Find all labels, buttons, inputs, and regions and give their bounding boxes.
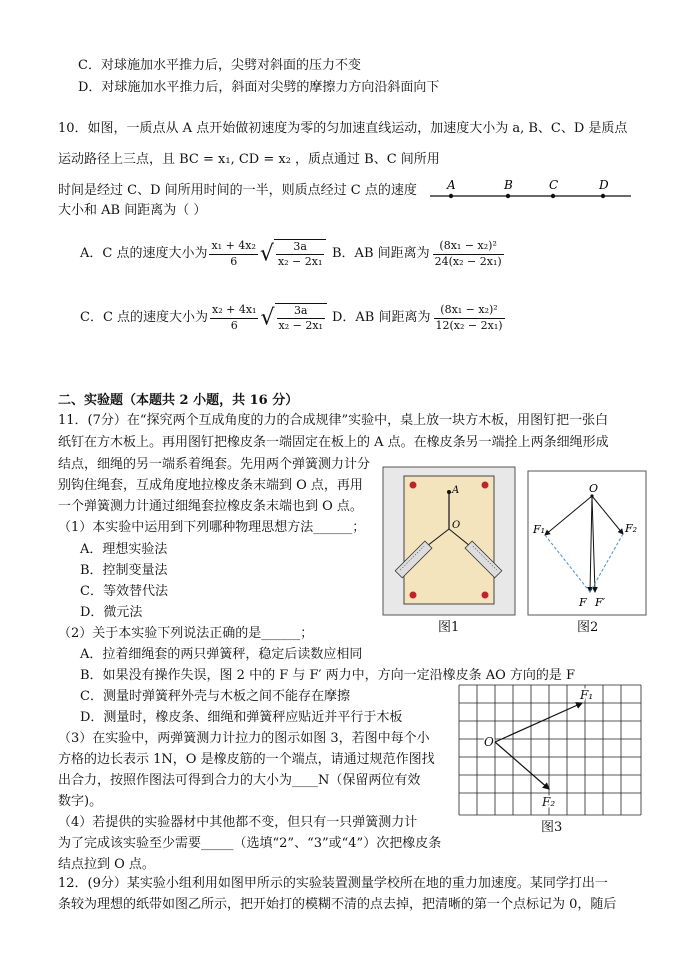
fig2-label-o: O bbox=[589, 482, 599, 495]
q10-option-d bbox=[332, 298, 505, 338]
fig1-caption: 图1 bbox=[438, 620, 460, 635]
option-a-sqrt: √ $\frac{3a}{\text{x₂ − 2x₁}}$ bbox=[260, 239, 326, 270]
point-c bbox=[551, 194, 555, 198]
q10-stem-line1: 10．如图，一质点从 A 点开始做初速度为零的匀加速直线运动，加速度大小为 a, B、C、D 是质点 bbox=[58, 121, 628, 136]
fig2-label-fp: F′ bbox=[595, 596, 606, 609]
fig3-caption: 图3 bbox=[541, 820, 563, 835]
label-d: D bbox=[599, 178, 609, 192]
q11-sub1-opt-c: C．等效替代法 bbox=[80, 584, 168, 599]
fig3-label-o: O bbox=[484, 735, 494, 749]
q10-option-a bbox=[80, 234, 326, 274]
point-b bbox=[506, 194, 510, 198]
option-b-text: B．AB 间距离为 bbox=[332, 245, 430, 261]
q11-line4: 别钩住绳套，互成角度地拉橡皮条末端到 O 点，再用 bbox=[58, 478, 363, 493]
q9-option-c: C．对球施加水平推力后，尖劈对斜面的压力不变 bbox=[78, 58, 361, 73]
q11-sub1-opt-b: B．控制变量法 bbox=[80, 563, 168, 578]
point-d bbox=[601, 194, 605, 198]
label-a: A bbox=[447, 178, 456, 192]
q9-option-d: D．对球施加水平推力后，斜面对尖劈的摩擦力方向沿斜面向下 bbox=[78, 80, 440, 95]
fig3-vector-f2 bbox=[495, 742, 549, 789]
option-d-text: D．AB 间距离为 bbox=[332, 309, 431, 325]
figure-1 bbox=[382, 466, 516, 616]
fig3-vector-f1 bbox=[495, 703, 582, 742]
pin-top-left bbox=[410, 482, 417, 489]
fig2-label-f: F bbox=[579, 596, 587, 609]
q11-line5: 一个弹簧测力计通过细绳套拉橡皮条末端也到 O 点。 bbox=[58, 499, 363, 514]
q11-sub2: （2）关于本实验下列说法正确的是______； bbox=[58, 626, 314, 641]
q10-line-diagram bbox=[428, 176, 634, 206]
point-a bbox=[449, 194, 453, 198]
q11-sub3-line4: 数字)。 bbox=[58, 794, 103, 809]
fig1-label-o: O bbox=[452, 520, 461, 531]
label-b: B bbox=[504, 178, 513, 192]
q11-sub4-line2: 为了完成该实验至少需要_____（选填“2”、“3”或“4”）次把橡皮条 bbox=[58, 836, 442, 851]
fig3-label-f1: F₁ bbox=[580, 688, 594, 702]
q11-sub2-opt-d: D．测量时，橡皮条、细绳和弹簧秤应贴近并平行于木板 bbox=[80, 710, 403, 725]
q10-option-b bbox=[332, 234, 504, 274]
q12-line1: 12．(9分）某实验小组利用如图甲所示的实验装置测量学校所在地的重力加速度。某同学打出一 bbox=[58, 876, 608, 891]
label-c: C bbox=[549, 178, 559, 192]
option-d-fraction: $\frac{\text{(8x₁ − x₂)²}}{\text{12(x₂ − 2x₁)}}$ bbox=[435, 303, 503, 332]
q10-stem-line4: 大小和 AB 间距离为（ ） bbox=[58, 203, 207, 218]
q12-line2: 条较为理想的纸带如图乙所示，把开始打的模糊不清的点去掉，把清晰的第一个点标记为 0，随后 bbox=[58, 897, 617, 912]
pin-top-right bbox=[482, 482, 489, 489]
fig2-label-f2: F₂ bbox=[625, 522, 638, 535]
pin-bottom-right bbox=[482, 592, 489, 599]
q11-sub3-line3: 出合力，按照作图法可得到合力的大小为____N（保留两位有效 bbox=[58, 773, 421, 788]
option-a-fraction: $\frac{\text{x₁ + 4x₂}}{6}$ bbox=[211, 239, 256, 268]
option-c-sqrt: √ $\frac{3a}{\text{x₂ − 2x₁}}$ bbox=[260, 303, 326, 334]
q11-sub3-line1: （3）在实验中，两弹簧测力计拉力的图示如图 3，若图中每个小 bbox=[58, 731, 430, 746]
q10-option-c bbox=[80, 298, 327, 338]
section-title: 二、实验题（本题共 2 小题，共 16 分） bbox=[58, 393, 299, 408]
fig3-label-f2: F₂ bbox=[542, 795, 556, 809]
figure-2 bbox=[527, 470, 647, 616]
q11-sub2-opt-b: B．如果没有操作失误，图 2 中的 F 与 F′ 两力中，方向一定沿橡皮条 AO 方向的是 F bbox=[80, 668, 576, 683]
q11-sub1-opt-a: A．理想实验法 bbox=[80, 542, 168, 557]
q11-sub3-line2: 方格的边长表示 1N，O 是橡皮筋的一个端点，请通过规范作图找 bbox=[58, 752, 435, 767]
pin-bottom-left bbox=[410, 592, 417, 599]
figure-3 bbox=[458, 684, 644, 818]
option-c-text: C．C 点的速度大小为 bbox=[80, 309, 209, 325]
q11-line1: 11．(7分）在“探究两个互成角度的力的合成规律”实验中，桌上放一块方木板，用图钉把一张白 bbox=[58, 413, 609, 428]
fig2-caption: 图2 bbox=[577, 620, 599, 635]
q11-line2: 纸钉在方木板上。再用图钉把橡皮条一端固定在板上的 A 点。在橡皮条另一端拴上两条细绳形成 bbox=[58, 435, 609, 450]
option-b-fraction: $\frac{\text{(8x₁ − x₂)²}}{\text{24(x₂ − 2x₁)}}$ bbox=[434, 239, 502, 268]
q11-sub1: （1）本实验中运用到下列哪种物理思想方法______； bbox=[58, 520, 366, 535]
q10-stem-line2: 运动路径上三点，且 BC = x₁, CD = x₂ ，质点通过 B、C 间所用 bbox=[58, 152, 440, 167]
q10-stem-line3: 时间是经过 C、D 间所用时间的一半，则质点经过 C 点的速度 bbox=[58, 183, 417, 198]
q11-sub1-opt-d: D．微元法 bbox=[80, 605, 143, 620]
fig2-label-f1: F₁ bbox=[533, 523, 546, 536]
option-a-text: A．C 点的速度大小为 bbox=[80, 245, 208, 261]
q11-sub4-line1: （4）若提供的实验器材中其他都不变，但只有一只弹簧测力计 bbox=[58, 815, 418, 830]
fig1-label-a: A bbox=[452, 485, 460, 496]
q11-sub2-opt-c: C．测量时弹簧秤外壳与木板之间不能存在摩擦 bbox=[80, 689, 350, 704]
option-c-fraction: $\frac{\text{x₂ + 4x₁}}{6}$ bbox=[212, 303, 257, 332]
q11-sub2-opt-a: A．拉着细绳套的两只弹簧秤，稳定后读数应相同 bbox=[80, 647, 363, 662]
fig2-frame bbox=[528, 471, 646, 615]
q11-sub4-line3: 结点拉到 O 点。 bbox=[58, 857, 155, 872]
q11-line3: 结点，细绳的另一端系着绳套。先用两个弹簧测力计分 bbox=[58, 457, 371, 472]
